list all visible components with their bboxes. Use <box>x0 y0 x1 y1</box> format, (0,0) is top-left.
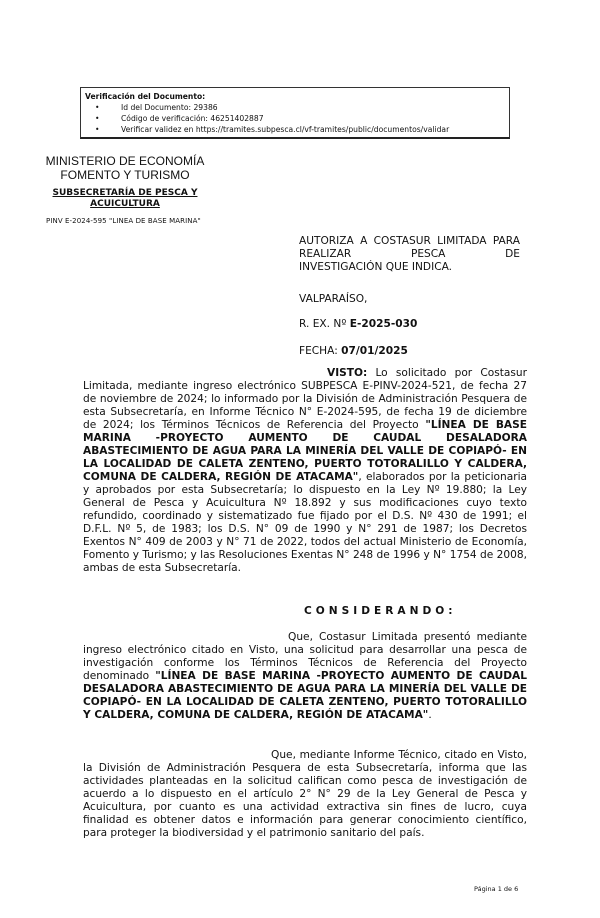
considerando-1-text: Que, Costasur Limitada presentó mediante ingreso electrónico citado en Visto, una solicitud para desarrollar una pesca de investigación conforme los Términos Técnicos de Referencia del Proyecto denominado <box>83 631 527 682</box>
ministry-name <box>20 154 230 182</box>
document-id: • Id del Documento: 29386 <box>95 102 509 113</box>
considerando-1-project-title: "LÍNEA DE BASE MARINA -PROYECTO AUMENTO DE CAUDAL DESALADORA ABASTECIMIENTO DE AGUA PARA LA MINERÍA DEL VALLE DE COPIAPÓ- EN LA LOCALIDAD DE CALETA ZENTENO, PUERTO TOTORALILLO Y CALDERA, COMUNA DE CALDERA, REGIÓN DE ATACAMA" <box>83 670 528 721</box>
visto-label: VISTO: <box>327 367 368 379</box>
resolution-place: VALPARAÍSO, <box>299 293 368 305</box>
resolution-number <box>299 318 520 330</box>
considerando-paragraph-1 <box>83 631 527 722</box>
resolution-subject <box>299 235 520 274</box>
resolution-date-value: 07/01/2025 <box>341 345 408 357</box>
subsecretaria-line-2: ACUICULTURA <box>90 199 160 209</box>
considerando-paragraph-2 <box>83 749 527 840</box>
ministry-line-1: MINISTERIO DE ECONOMÍA <box>45 154 205 168</box>
subject-line-2: INVESTIGACIÓN QUE INDICA. <box>299 261 453 273</box>
page-number: Página 1 de 6 <box>474 885 519 893</box>
verification-title: Verificación del Documento: <box>85 92 206 101</box>
visto-text-after: , elaborados por la peticionaria y aprobados por esta Subsecretaría; lo dispuesto en la Ley Nº 19.880; la Ley General de Pesca y Acuicultura Nº 18.892 y sus modificaciones cuyo texto refundido, coordinado y sistematizado fue fijado por el D.S. Nº 430 de 1991; el D.F.L. Nº 5, de 1983; los D.S. N° 09 de 1990 y N° 291 de 1987; los Decretos Exentos N° 409 de 2003 y N° 71 de 2022, todos del actual Ministerio de Economía, Fomento y Turismo; y las Resoluciones Exentas N° 248 de 1996 y N° 1754 de 2008, ambas de esta Subsecretaría. <box>83 471 528 574</box>
verification-link[interactable]: • Verificar validez en https://tramites.subpesca.cl/vf-tramites/public/documentos/validar <box>95 124 509 135</box>
project-reference: PINV E-2024-595 "LINEA DE BASE MARINA" <box>46 217 201 225</box>
considerando-1-end: . <box>428 709 432 721</box>
resolution-number-value: E-2025-030 <box>349 318 418 330</box>
ministry-line-2: FOMENTO Y TURISMO <box>60 168 190 182</box>
resolution-number-label: R. EX. Nº <box>299 318 347 330</box>
verification-list <box>85 102 509 135</box>
considerando-heading: CONSIDERANDO: <box>304 605 457 617</box>
resolution-date-label: FECHA: <box>299 345 338 357</box>
resolution-date <box>299 345 520 357</box>
verification-code: • Código de verificación: 46251402887 <box>95 113 509 124</box>
subsecretaria-name <box>20 188 230 210</box>
subsecretaria-line-1: SUBSECRETARÍA DE PESCA Y <box>52 188 198 198</box>
verification-box <box>80 87 510 139</box>
visto-paragraph <box>83 367 527 575</box>
visto-text-before: Lo solicitado por Costasur Limitada, mediante ingreso electrónico SUBPESCA E-PINV-2024-521, de fecha 27 de noviembre de 2024; lo informado por la División de Administración Pesquera de esta Subsecretaría, en Informe Técnico N° E-2024-595, de fecha 19 de diciembre de 2024; los Términos Técnicos de Referencia del Proyecto <box>83 367 527 431</box>
considerando-2-text: Que, mediante Informe Técnico, citado en Visto, la División de Administración Pesquera de esta Subsecretaría, informa que las actividades planteadas en la solicitud califican como pesca de investigación de acuerdo a lo dispuesto en el artículo 2° N° 29 de la Ley General de Pesca y Acuicultura, por cuanto es una actividad extractiva sin fines de lucro, cuya finalidad es obtener datos e información para generar conocimiento científico, para proteger la biodiversidad y el patrimonio sanitario del país. <box>83 749 527 839</box>
subject-line-1: AUTORIZA A COSTASUR LIMITADA PARA REALIZAR PESCA DE <box>299 235 520 260</box>
visto-project-title: "LÍNEA DE BASE MARINA -PROYECTO AUMENTO DE CAUDAL DESALADORA ABASTECIMIENTO DE AGUA PARA LA MINERÍA DEL VALLE DE COPIAPÓ- EN LA LOCALIDAD DE CALETA ZENTENO, PUERTO TOTORALILLO Y CALDERA, COMUNA DE CALDERA, REGIÓN DE ATACAMA" <box>83 419 527 483</box>
